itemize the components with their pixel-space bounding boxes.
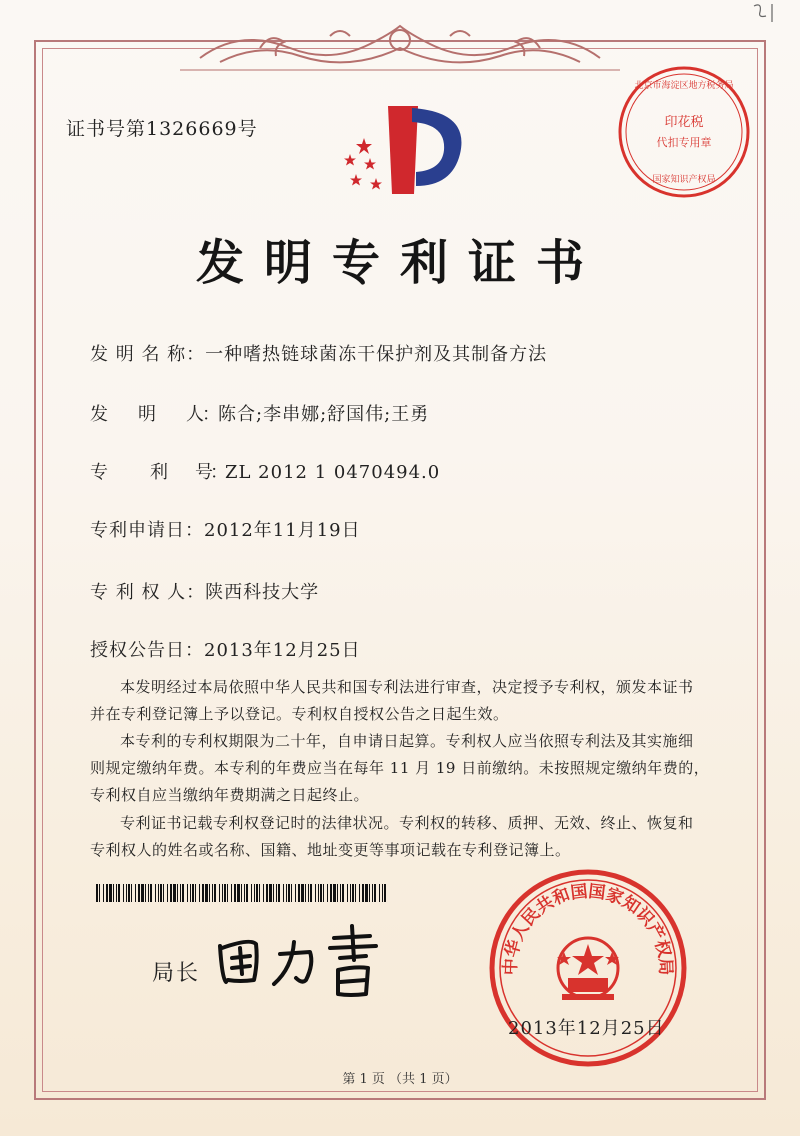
svg-text:印花税: 印花税 [664, 115, 704, 130]
patent-office-emblem [330, 94, 480, 204]
patentee-value: 陕西科技大学 [205, 582, 320, 603]
paragraph-3 [90, 810, 714, 864]
paragraph-3-line-2: 专利权人的姓名或名称、国籍、地址变更等事项记载在专利登记簿上。 [90, 841, 571, 859]
svg-text:代扣专用章: 代扣专用章 [656, 136, 712, 149]
inventor-label: 发 明 人： [90, 404, 218, 425]
grant-date-value: 2013年12月25日 [204, 640, 361, 661]
paragraph-2-line-3: 专利权自应当缴纳年费期满之日起终止。 [90, 786, 370, 804]
invention-name-value: 一种嗜热链球菌冻干保护剂及其制备方法 [205, 344, 548, 365]
grant-date-row [90, 636, 361, 662]
director-signature [210, 918, 390, 1004]
patent-number-value: ZL 2012 1 0470494.0 [225, 462, 441, 483]
patentee-row [90, 578, 319, 604]
patent-number-row [90, 458, 440, 484]
filing-date-value: 2012年11月19日 [204, 520, 361, 541]
patent-number-label: 专 利 号： [90, 462, 225, 483]
svg-text:北京市海淀区地方税务局: 北京市海淀区地方税务局 [634, 81, 734, 91]
paragraph-1-line-2: 并在专利登记簿上予以登记。专利权自授权公告之日起生效。 [90, 705, 509, 723]
paragraph-2-line-1: 本专利的专利权期限为二十年，自申请日起算。专利权人应当依照专利法及其实施细 [120, 732, 694, 750]
svg-text:国家知识产权局: 国家知识产权局 [652, 175, 716, 185]
invention-name-row [90, 340, 547, 366]
certificate-title: 发明专利证书 [195, 235, 604, 291]
paragraph-1 [90, 674, 714, 728]
paragraph-3-line-1: 专利证书记载专利权登记时的法律状况。专利权的转移、质押、无效、终止、恢复和 [120, 814, 694, 832]
paragraph-1-line-1: 本发明经过本局依照中华人民共和国专利法进行审查，决定授予专利权，颁发本证书 [120, 678, 694, 696]
svg-text:中华人民共和国国家知识产权局: 中华人民共和国国家知识产权局 [500, 881, 676, 976]
barcode [96, 884, 388, 902]
seal-date: 2013年12月25日 [508, 1018, 665, 1039]
top-ornament [180, 18, 620, 78]
inventor-row [90, 400, 429, 426]
page-indicator: 第 1 页 （共 1 页） [342, 1072, 458, 1087]
invention-name-label: 发 明 名 称： [90, 344, 206, 365]
inventor-value: 陈合;李串娜;舒国伟;王勇 [218, 404, 430, 425]
national-emblem-icon [557, 938, 619, 1000]
grant-date-label: 授权公告日： [90, 640, 204, 661]
stamp-duty-seal [614, 62, 754, 202]
certificate-number: 证书号第1326669号 [66, 118, 258, 140]
filing-date-row [90, 516, 361, 542]
director-label: 局长 [152, 961, 201, 986]
handwritten-margin-mark [748, 0, 784, 28]
paragraph-2-line-2: 则规定缴纳年费。本专利的年费应当在每年 11 月 19 日前缴纳。未按照规定缴纳年费的， [90, 759, 710, 777]
paragraph-2 [90, 728, 714, 809]
filing-date-label: 专利申请日： [90, 520, 204, 541]
patentee-label: 专 利 权 人： [90, 582, 206, 603]
